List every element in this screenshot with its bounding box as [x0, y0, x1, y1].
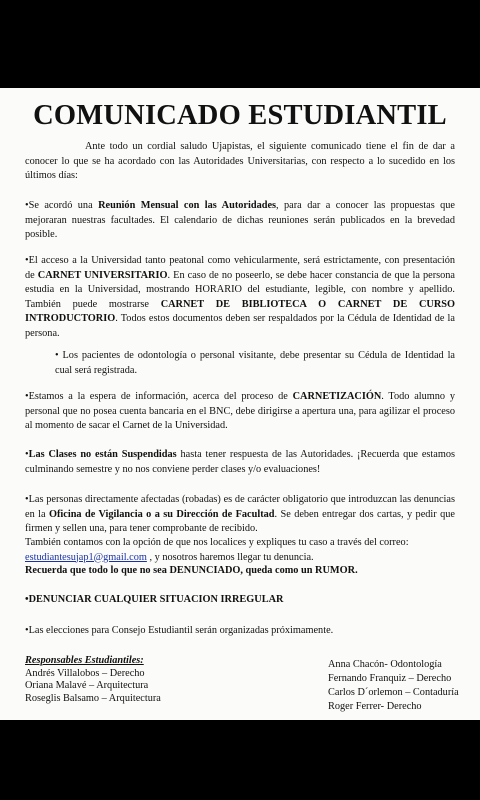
- item-complaints-email: También contamos con la opción de que nos localices y expliques tu caso a través del correo: estudiantesujap1@gmail.com , y nosotros haremos llegar tu denuncia.: [25, 537, 409, 563]
- document-title: COMUNICADO ESTUDIANTIL: [33, 100, 447, 131]
- responsable-name: Fernando Franquiz – Derecho: [328, 673, 452, 684]
- item-visitors: • Los pacientes de odontología o personal visitante, debe presentar su Cédula de Identidad la cual será registrada.: [55, 350, 455, 376]
- item-report: •DENUNCIAR CUALQUIER SITUACION IRREGULAR: [25, 594, 284, 605]
- item-classes: •Las Clases no están Suspendidas hasta tener respuesta de las Autoridades. ¡Recuerda que estamos culminando semestre y no nos conviene perder clases y/o evaluaciones!: [25, 449, 455, 475]
- item-carnetizacion: •Estamos a la espera de información, acerca del proceso de CARNETIZACIÓN. Todo alumno y personal que no posea cuenta bancaria en el BNC, debe dirigirse a apertura una, para agilizar el proceso al momento de sacar el Carnet de la Universidad.: [25, 391, 455, 431]
- responsable-name: Roger Ferrer- Derecho: [328, 701, 422, 712]
- email-link[interactable]: estudiantesujap1@gmail.com: [25, 551, 147, 563]
- responsable-name: Roseglis Balsamo – Arquitectura: [25, 692, 161, 704]
- responsable-name: Anna Chacón- Odontología: [328, 659, 442, 670]
- responsables-heading: Responsables Estudiantiles:: [25, 655, 144, 666]
- responsable-name: Andrés Villalobos – Derecho: [25, 667, 145, 679]
- item-access: •El acceso a la Universidad tanto peatonal como vehicularmente, será estrictamente, con presentación de CARNET UNIVERSITARIO. En caso de no poseerlo, se debe hacer constancia de que la persona estudia en la Universidad, mostrando HORARIO del estudiante, legible, con nombre y apellido. También puede mostrarse CARNET DE BIBLIOTECA O CARNET DE CURSO INTRODUCTORIO. Todos estos documentos deben ser respaldados por la Cédula de Identidad de la persona.: [25, 255, 456, 339]
- item-complaints-reminder: Recuerda que todo lo que no sea DENUNCIADO, queda como un RUMOR.: [25, 565, 358, 576]
- item-complaints: •Las personas directamente afectadas (robadas) es de carácter obligatorio que introduzcan las denuncias en la Oficina de Vigilancia o a su Dirección de Facultad. Se deben entregar dos cartas, y pedir que firmen y sellen una, para tener comprobante de recibido.: [25, 494, 455, 534]
- responsable-name: Oriana Malavé – Arquitectura: [25, 680, 149, 691]
- item-meeting: •Se acordó una Reunión Mensual con las Autoridades, para dar a conocer las propuestas que mejoraran nuestras facultades. El calendario de dichas reuniones serán publicados en la brevedad posible.: [25, 200, 455, 240]
- responsable-name: Carlos D´orlemon – Contaduría: [328, 687, 459, 698]
- item-elections: •Las elecciones para Consejo Estudiantil serán organizadas próximamente.: [25, 625, 334, 636]
- responsables-left: [25, 655, 161, 705]
- intro-paragraph: Ante todo un cordial saludo Ujapistas, el siguiente comunicado tiene el fin de dar a conocer lo que se ha acordado con las Autoridades Universitarias, con respecto a lo sucedido en los últimos días:: [25, 141, 455, 181]
- document-page: [0, 88, 480, 720]
- responsables-right: [328, 658, 459, 714]
